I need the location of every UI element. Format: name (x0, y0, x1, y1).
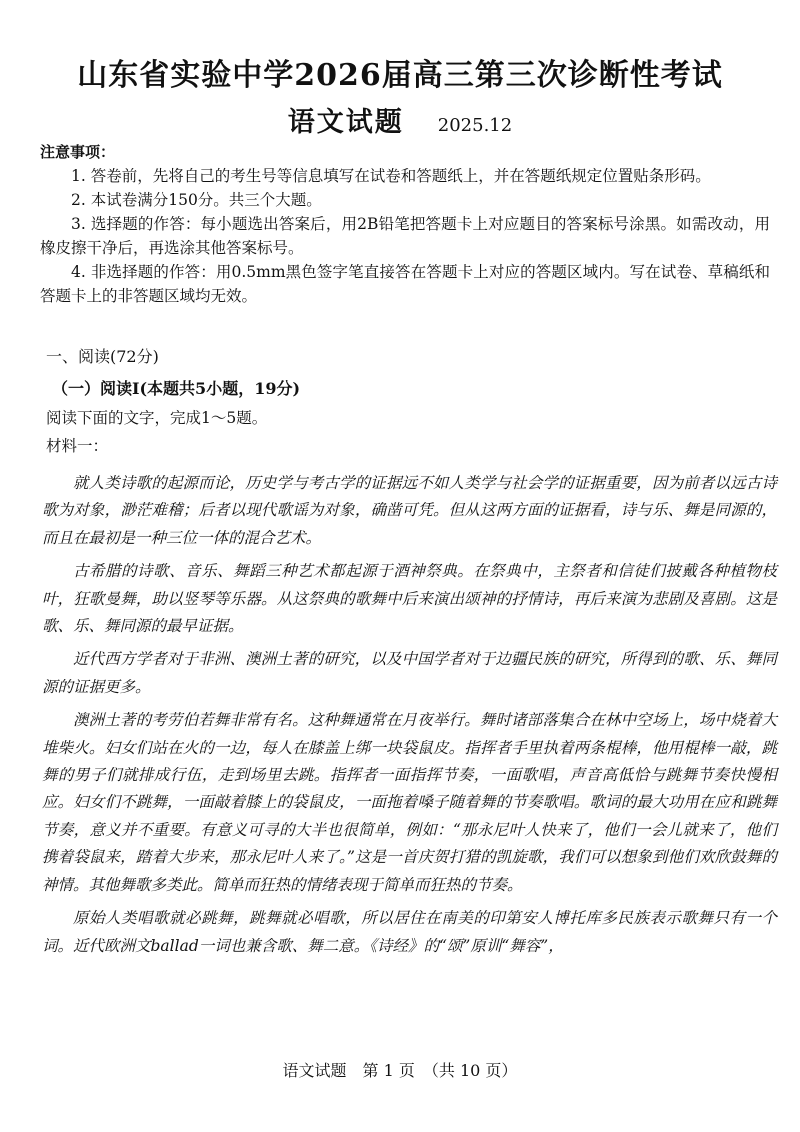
notice-item: 1. 答卷前，先将自己的考生号等信息填写在试卷和答题纸上，并在答题纸规定位置贴条形码。 (71, 167, 711, 185)
notice-heading: 注意事项： (40, 143, 116, 161)
exam-title: 山东省实验中学2026届高三第三次诊断性考试 (77, 58, 723, 93)
exam-date: 2025.12 (437, 115, 513, 136)
passage-paragraph: 古希腊的诗歌、音乐、舞蹈三种艺术都起源于酒神祭典。在祭典中，主祭者和信徒们披戴各种植物枝叶，狂歌曼舞，助以竖琴等乐器。从这祭典的歌舞中后来演出颂神的抒情诗，再后来演为悲剧及喜剧。这是歌、乐、舞同源的最早证据。 (42, 562, 777, 636)
section-heading: 一、阅读(72分) (46, 347, 159, 366)
notice-block (40, 140, 770, 308)
notice-item: 2. 本试卷满分150分。共三个大题。 (71, 191, 322, 209)
passage-paragraph: 就人类诗歌的起源而论，历史学与考古学的证据远不如人类学与社会学的证据重要，因为前者以远古诗歌为对象，渺茫难稽；后者以现代歌谣为对象，确凿可凭。但从这两方面的证据看，诗与乐、舞是同源的，而且在最初是一种三位一体的混合艺术。 (42, 474, 777, 547)
page-footer: 语文试题 第 1 页 （共 10 页） (282, 1061, 518, 1080)
passage-paragraph: 原始人类唱歌就必跳舞，跳舞就必唱歌，所以居住在南美的印第安人博托库多民族表示歌舞只有一个词。近代欧洲文ballad一词也兼含歌、舞二意。《诗经》的“颂”原训“舞容”， (42, 909, 777, 955)
material-label: 材料一： (46, 437, 109, 455)
subsection-heading: （一）阅读Ⅰ(本题共5小题，19分) (52, 379, 301, 398)
subject-title: 语文试题 (287, 107, 404, 138)
notice-item: 3. 选择题的作答：每小题选出答案后，用2B铅笔把答题卡上对应题目的答案标号涂黑。如需改动，用橡皮擦干净后，再选涂其他答案标号。 (40, 215, 770, 257)
passage-paragraph: 澳洲土著的考劳伯若舞非常有名。这种舞通常在月夜举行。舞时诸部落集合在林中空场上，场中烧着大堆柴火。妇女们站在火的一边，每人在膝盖上绑一块袋鼠皮。指挥者手里执着两条棍棒，他用棍棒一敲，跳舞的男子们就排成行伍，走到场里去跳。指挥者一面指挥节奏，一面歌唱，声音高低恰与跳舞节奏快慢相应。妇女们不跳舞，一面敲着膝上的袋鼠皮，一面拖着嗓子随着舞的节奏歌唱。歌词的最大功用在应和跳舞节奏，意义并不重要。有意义可寻的大半也很简单，例如：“那永尼叶人快来了，他们一会儿就来了，他们携着袋鼠来，踏着大步来，那永尼叶人来了。”这是一首庆贺打猎的凯旋歌，我们可以想象到他们欢欣鼓舞的神情。其他舞歌多类此。简单而狂热的情绪表现于简单而狂热的节奏。 (42, 711, 777, 894)
passage-paragraph: 近代西方学者对于非洲、澳洲土著的研究，以及中国学者对于边疆民族的研究，所得到的歌、乐、舞同源的证据更多。 (42, 650, 777, 696)
exam-subtitle (0, 100, 800, 139)
reading-instruction: 阅读下面的文字，完成1～5题。 (46, 409, 268, 427)
reading-passage (42, 470, 777, 966)
notice-item: 4. 非选择题的作答：用0.5mm黑色签字笔直接答在答题卡上对应的答题区域内。写在试卷、草稿纸和答题卡上的非答题区域均无效。 (40, 263, 770, 305)
